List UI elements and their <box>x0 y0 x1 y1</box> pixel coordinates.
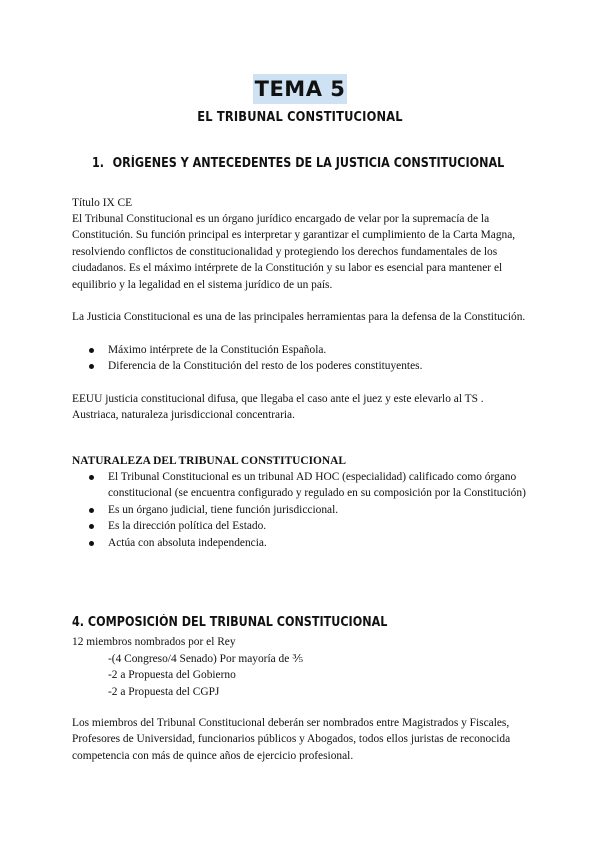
justicia-paragraph: La Justicia Constitucional es una de las principales herramientas para la defensa de la Constitución. <box>72 311 526 323</box>
bullet-list-2 <box>72 469 532 551</box>
page-subtitle: EL TRIBUNAL CONSTITUCIONAL <box>197 110 403 125</box>
list-item: Diferencia de la Constitución del resto de los poderes constituyentes. <box>72 358 532 374</box>
list-item: Actúa con absoluta independencia. <box>72 535 532 551</box>
section-1-number: 1. <box>92 156 105 171</box>
intro-paragraph: El Tribunal Constitucional es un órgano jurídico encargado de velar por la supremacía de la Constitución. Su función principal es interpretar y garantizar el cumplimiento de la Carta Magna, resolviendo conflictos de constitucionalidad y protegiendo los derechos fundamentales de los ciudadanos. Es el máximo intérprete de la Constitución y su labor es esencial para mantener el equilibrio y la legalidad en el sistema jurídico de un país. <box>72 213 516 291</box>
final-paragraph: Los miembros del Tribunal Constitucional deberán ser nombrados entre Magistrados y Fiscales, Profesores de Universidad, funcionarios públicos y Abogados, todos ellos juristas de reconocida competencia con más de quince años de ejercicio profesional. <box>72 717 511 762</box>
section-4-heading: 4. COMPOSICIÓN DEL TRIBUNAL CONSTITUCIONAL <box>72 615 388 630</box>
list-item: Es la dirección política del Estado. <box>72 518 532 534</box>
bullet-list-1 <box>72 342 532 375</box>
list-item: Es un órgano judicial, tiene función jurisdiccional. <box>72 502 532 518</box>
list-item: El Tribunal Constitucional es un tribunal AD HOC (especialidad) calificado como órgano constitucional (se encuentra configurado y regulado en su composición por la Constitución) <box>72 469 532 502</box>
composicion-line-2: -2 a Propuesta del Gobierno <box>108 669 236 681</box>
titulo-reference: Título IX CE <box>72 197 133 209</box>
list-item: Máximo intérprete de la Constitución Española. <box>72 342 532 358</box>
eeuu-paragraph: EEUU justicia constitucional difusa, que llegaba el caso ante el juez y este elevarlo al TS . Austriaca, naturaleza jurisdiccional concentraria. <box>72 393 484 422</box>
naturaleza-heading: NATURALEZA DEL TRIBUNAL CONSTITUCIONAL <box>72 455 346 467</box>
composicion-line-1: -(4 Congreso/4 Senado) Por mayoría de ⅗ <box>108 653 304 665</box>
page-title: TEMA 5 <box>0 74 600 104</box>
section-1-heading <box>92 156 504 171</box>
composicion-line-3: -2 a Propuesta del CGPJ <box>108 686 220 698</box>
miembros-line: 12 miembros nombrados por el Rey <box>72 636 236 648</box>
section-1-title: ORÍGENES Y ANTECEDENTES DE LA JUSTICIA CONSTITUCIONAL <box>112 156 505 171</box>
